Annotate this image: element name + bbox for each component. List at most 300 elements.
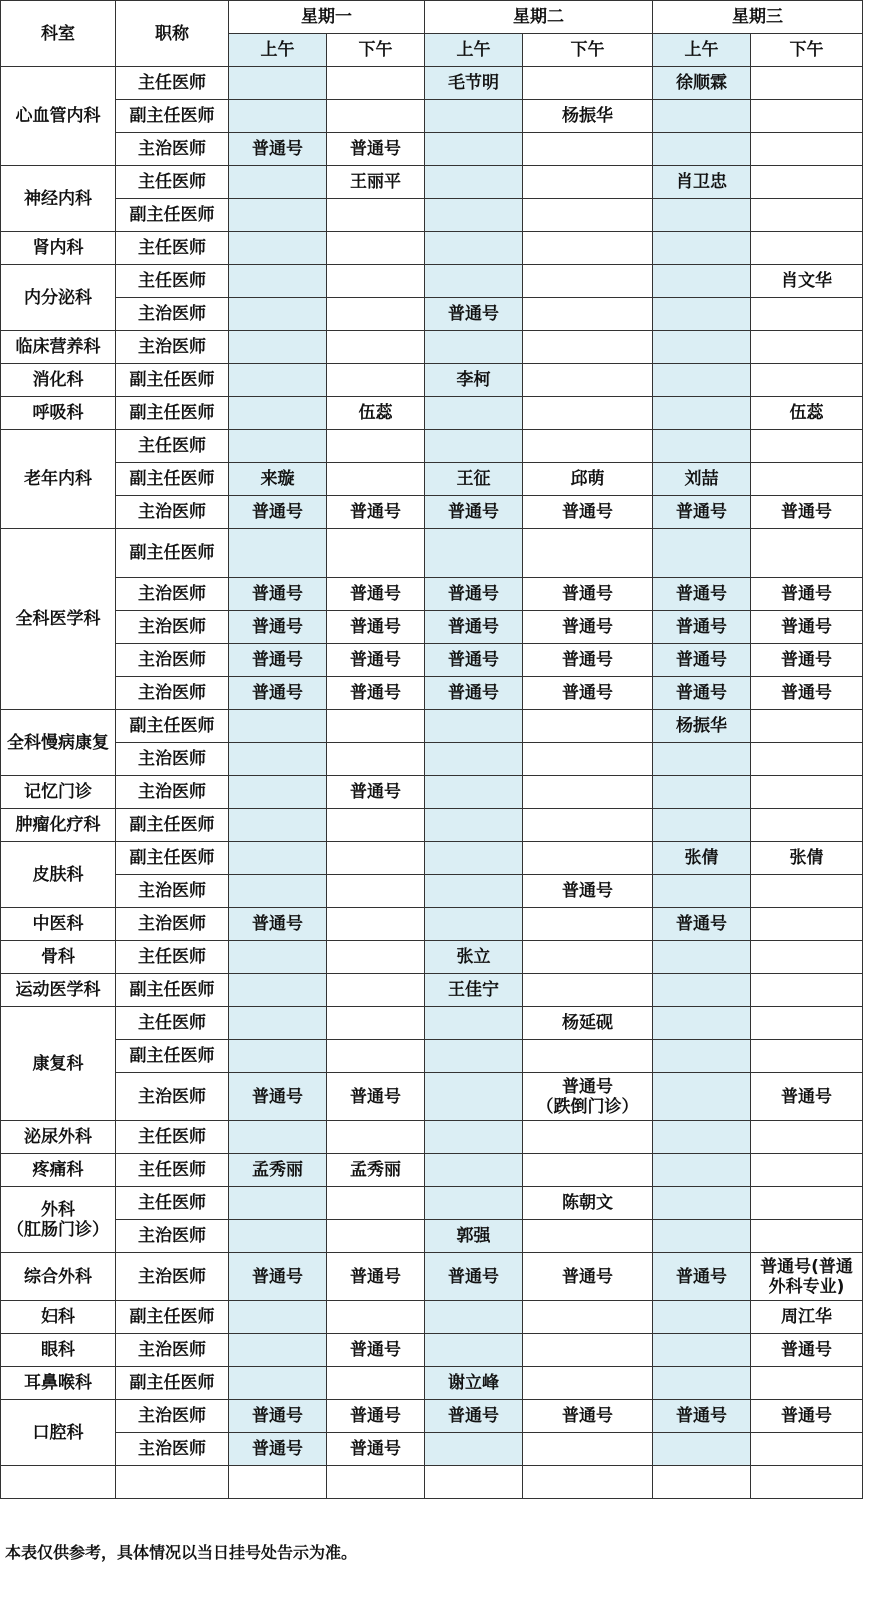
title-cell: 主治医师: [116, 133, 229, 166]
slot-cell: 普通号: [523, 1253, 653, 1301]
slot-cell: 普通号: [327, 776, 425, 809]
dept-cell: 运动医学科: [1, 974, 116, 1007]
slot-cell: 来璇: [229, 463, 327, 496]
slot-cell: [327, 199, 425, 232]
schedule-row: [1, 199, 863, 232]
title-cell: 副主任医师: [116, 842, 229, 875]
slot-cell: 普通号: [523, 578, 653, 611]
slot-cell: [229, 529, 327, 578]
slot-cell: 杨振华: [653, 710, 751, 743]
title-cell: 副主任医师: [116, 1301, 229, 1334]
slot-cell: [229, 1367, 327, 1400]
slot-cell: 普通号: [327, 677, 425, 710]
slot-cell: [425, 875, 523, 908]
slot-cell: 普通号: [425, 611, 523, 644]
schedule-row: [1, 331, 863, 364]
empty-cell: [523, 1466, 653, 1499]
slot-cell: [425, 331, 523, 364]
slot-cell: [327, 1187, 425, 1220]
schedule-row: [1, 529, 863, 578]
slot-cell: [229, 1187, 327, 1220]
slot-cell: 普通号: [751, 1334, 863, 1367]
slot-cell: [653, 1367, 751, 1400]
slot-cell: 普通号: [229, 1073, 327, 1121]
slot-cell: 普通号: [327, 1400, 425, 1433]
slot-cell: [751, 298, 863, 331]
slot-cell: 普通号: [229, 908, 327, 941]
slot-cell: 普通号: [653, 1400, 751, 1433]
slot-cell: [751, 529, 863, 578]
schedule-row: [1, 298, 863, 331]
slot-cell: 刘喆: [653, 463, 751, 496]
slot-cell: [523, 67, 653, 100]
slot-cell: [523, 743, 653, 776]
schedule-row: [1, 232, 863, 265]
slot-cell: 普通号: [751, 677, 863, 710]
schedule-row: [1, 1154, 863, 1187]
slot-cell: [327, 1301, 425, 1334]
title-cell: 主任医师: [116, 1187, 229, 1220]
slot-cell: [425, 1121, 523, 1154]
slot-cell: [229, 232, 327, 265]
slot-cell: [653, 1334, 751, 1367]
slot-cell: [523, 809, 653, 842]
title-cell: 副主任医师: [116, 1367, 229, 1400]
slot-cell: 普通号: [653, 644, 751, 677]
empty-cell: [116, 1466, 229, 1499]
slot-cell: [229, 364, 327, 397]
slot-cell: 张倩: [751, 842, 863, 875]
slot-cell: 普通号: [229, 496, 327, 529]
slot-cell: [229, 941, 327, 974]
slot-cell: [327, 908, 425, 941]
title-cell: 主任医师: [116, 67, 229, 100]
slot-cell: [653, 1220, 751, 1253]
slot-cell: 普通号: [653, 1253, 751, 1301]
schedule-row: [1, 67, 863, 100]
slot-cell: [523, 232, 653, 265]
slot-cell: [229, 67, 327, 100]
slot-cell: [425, 1433, 523, 1466]
slot-cell: [653, 1301, 751, 1334]
slot-cell: [229, 710, 327, 743]
slot-cell: [229, 397, 327, 430]
slot-cell: [523, 1220, 653, 1253]
dept-cell: 康复科: [1, 1007, 116, 1121]
slot-cell: [751, 232, 863, 265]
slot-cell: [653, 1007, 751, 1040]
slot-cell: [327, 941, 425, 974]
schedule-row: [1, 908, 863, 941]
slot-cell: [327, 331, 425, 364]
title-cell: 副主任医师: [116, 529, 229, 578]
slot-cell: [327, 1220, 425, 1253]
schedule-row: [1, 1400, 863, 1433]
slot-cell: [523, 842, 653, 875]
slot-cell: 张立: [425, 941, 523, 974]
slot-cell: [653, 1154, 751, 1187]
slot-cell: 普通号: [523, 496, 653, 529]
slot-cell: [653, 265, 751, 298]
slot-cell: 伍蕊: [327, 397, 425, 430]
dept-cell: 眼科: [1, 1334, 116, 1367]
schedule-row: [1, 644, 863, 677]
dept-cell: 神经内科: [1, 166, 116, 232]
slot-cell: 普通号: [523, 611, 653, 644]
dept-cell: 消化科: [1, 364, 116, 397]
slot-cell: [425, 776, 523, 809]
slot-cell: [327, 100, 425, 133]
slot-cell: [751, 1367, 863, 1400]
slot-cell: [523, 265, 653, 298]
title-cell: 主治医师: [116, 1400, 229, 1433]
slot-cell: [229, 1121, 327, 1154]
dept-cell: 疼痛科: [1, 1154, 116, 1187]
slot-cell: [327, 710, 425, 743]
dept-cell: 妇科: [1, 1301, 116, 1334]
schedule-row: [1, 1301, 863, 1334]
slot-cell: [523, 298, 653, 331]
slot-cell: [653, 974, 751, 1007]
slot-cell: [523, 529, 653, 578]
slot-cell: [229, 842, 327, 875]
slot-cell: [653, 199, 751, 232]
slot-cell: [229, 1220, 327, 1253]
slot-cell: 普通号: [229, 578, 327, 611]
title-cell: 主治医师: [116, 298, 229, 331]
title-cell: 主任医师: [116, 1154, 229, 1187]
slot-cell: 普通号: [327, 1253, 425, 1301]
slot-cell: 普通号: [425, 496, 523, 529]
schedule-body: [1, 67, 863, 1499]
slot-cell: [523, 776, 653, 809]
slot-cell: [229, 1040, 327, 1073]
slot-cell: [327, 232, 425, 265]
slot-cell: 普通号: [425, 1400, 523, 1433]
header-day-mon: 星期一: [229, 1, 425, 34]
title-cell: 主治医师: [116, 1253, 229, 1301]
slot-cell: [751, 331, 863, 364]
title-cell: 主任医师: [116, 232, 229, 265]
slot-cell: 王佳宁: [425, 974, 523, 1007]
slot-cell: [653, 133, 751, 166]
slot-cell: [327, 743, 425, 776]
slot-cell: 杨振华: [523, 100, 653, 133]
footnote: 本表仅供参考，具体情况以当日挂号处告示为准。: [5, 1543, 358, 1562]
slot-cell: [229, 1301, 327, 1334]
slot-cell: [327, 1121, 425, 1154]
slot-cell: [425, 743, 523, 776]
title-cell: 主任医师: [116, 1007, 229, 1040]
title-cell: 副主任医师: [116, 710, 229, 743]
slot-cell: [751, 67, 863, 100]
slot-cell: [653, 1187, 751, 1220]
slot-cell: 普通号: [425, 578, 523, 611]
slot-cell: [425, 430, 523, 463]
slot-cell: 普通号: [523, 677, 653, 710]
schedule-row: [1, 1007, 863, 1040]
slot-cell: [327, 430, 425, 463]
slot-cell: [523, 364, 653, 397]
slot-cell: 普通号: [327, 496, 425, 529]
slot-cell: [425, 1301, 523, 1334]
slot-cell: [653, 364, 751, 397]
slot-cell: 普通号: [751, 578, 863, 611]
schedule-row: [1, 710, 863, 743]
schedule-row: [1, 776, 863, 809]
slot-cell: [425, 908, 523, 941]
schedule-row: [1, 1334, 863, 1367]
slot-cell: [751, 1187, 863, 1220]
slot-cell: [523, 166, 653, 199]
slot-cell: 周江华: [751, 1301, 863, 1334]
empty-cell: [751, 1466, 863, 1499]
slot-cell: [229, 199, 327, 232]
title-cell: 副主任医师: [116, 463, 229, 496]
slot-cell: [751, 1154, 863, 1187]
title-cell: 副主任医师: [116, 1040, 229, 1073]
schedule-row: [1, 1367, 863, 1400]
dept-cell: 皮肤科: [1, 842, 116, 908]
slot-cell: 普通号: [751, 1400, 863, 1433]
slot-cell: [653, 1121, 751, 1154]
slot-cell: [327, 529, 425, 578]
slot-cell: [523, 1301, 653, 1334]
slot-cell: [653, 298, 751, 331]
slot-cell: 普通号: [425, 677, 523, 710]
slot-cell: [653, 941, 751, 974]
dept-cell: 全科慢病康复: [1, 710, 116, 776]
empty-row: [1, 1466, 863, 1499]
dept-cell: 全科医学科: [1, 529, 116, 710]
dept-cell: 呼吸科: [1, 397, 116, 430]
title-cell: 主治医师: [116, 1220, 229, 1253]
slot-cell: [751, 463, 863, 496]
dept-cell: 心血管内科: [1, 67, 116, 166]
slot-cell: [425, 232, 523, 265]
empty-cell: [229, 1466, 327, 1499]
slot-cell: [327, 265, 425, 298]
schedule-row: [1, 430, 863, 463]
slot-cell: 普通号: [327, 1433, 425, 1466]
slot-cell: [523, 1121, 653, 1154]
slot-cell: [425, 1334, 523, 1367]
slot-cell: [327, 809, 425, 842]
slot-cell: 陈朝文: [523, 1187, 653, 1220]
slot-cell: 普通号: [327, 133, 425, 166]
schedule-row: [1, 842, 863, 875]
slot-cell: [425, 1154, 523, 1187]
slot-cell: [751, 1040, 863, 1073]
slot-cell: 普通号: [327, 611, 425, 644]
slot-cell: [751, 166, 863, 199]
slot-cell: [653, 529, 751, 578]
dept-cell: 临床营养科: [1, 331, 116, 364]
slot-cell: [523, 974, 653, 1007]
slot-cell: 普通号: [751, 611, 863, 644]
slot-cell: 普通号: [229, 1400, 327, 1433]
slot-cell: [229, 298, 327, 331]
slot-cell: [327, 463, 425, 496]
slot-cell: 伍蕊: [751, 397, 863, 430]
slot-cell: [751, 776, 863, 809]
title-cell: 副主任医师: [116, 809, 229, 842]
title-cell: 主任医师: [116, 166, 229, 199]
slot-cell: [653, 100, 751, 133]
slot-cell: [751, 710, 863, 743]
slot-cell: [425, 842, 523, 875]
slot-cell: 普通号 （跌倒门诊）: [523, 1073, 653, 1121]
slot-cell: [653, 875, 751, 908]
slot-cell: 肖文华: [751, 265, 863, 298]
dept-cell: 中医科: [1, 908, 116, 941]
slot-cell: 张倩: [653, 842, 751, 875]
header-pm: 下午: [327, 34, 425, 67]
slot-cell: [327, 1367, 425, 1400]
dept-cell: 耳鼻喉科: [1, 1367, 116, 1400]
slot-cell: [751, 908, 863, 941]
slot-cell: [229, 1007, 327, 1040]
slot-cell: [523, 908, 653, 941]
schedule-row: [1, 463, 863, 496]
slot-cell: 普通号: [523, 644, 653, 677]
slot-cell: [425, 100, 523, 133]
slot-cell: 王征: [425, 463, 523, 496]
slot-cell: [751, 133, 863, 166]
schedule-row: [1, 1187, 863, 1220]
title-cell: 副主任医师: [116, 364, 229, 397]
slot-cell: 普通号: [653, 677, 751, 710]
title-cell: 主治医师: [116, 496, 229, 529]
schedule-row: [1, 578, 863, 611]
title-cell: 主治医师: [116, 776, 229, 809]
header-am: 上午: [425, 34, 523, 67]
slot-cell: 普通号: [327, 644, 425, 677]
slot-cell: 普通号: [523, 1400, 653, 1433]
slot-cell: [653, 1073, 751, 1121]
slot-cell: [751, 743, 863, 776]
slot-cell: 毛节明: [425, 67, 523, 100]
slot-cell: 普通号: [327, 1073, 425, 1121]
schedule-row: [1, 1073, 863, 1121]
slot-cell: [229, 776, 327, 809]
title-cell: 副主任医师: [116, 199, 229, 232]
slot-cell: [751, 430, 863, 463]
slot-cell: 普通号: [425, 1253, 523, 1301]
header-dept: 科室: [1, 1, 116, 67]
slot-cell: 普通号: [653, 908, 751, 941]
slot-cell: [425, 809, 523, 842]
title-cell: 主任医师: [116, 1121, 229, 1154]
header-am: 上午: [653, 34, 751, 67]
slot-cell: [229, 875, 327, 908]
title-cell: 主治医师: [116, 908, 229, 941]
title-cell: 副主任医师: [116, 100, 229, 133]
slot-cell: [751, 875, 863, 908]
title-cell: 主治医师: [116, 1433, 229, 1466]
schedule-row: [1, 809, 863, 842]
slot-cell: [327, 842, 425, 875]
slot-cell: [523, 199, 653, 232]
schedule-row: [1, 265, 863, 298]
slot-cell: [229, 974, 327, 1007]
dept-cell: 肾内科: [1, 232, 116, 265]
slot-cell: 郭强: [425, 1220, 523, 1253]
title-cell: 主治医师: [116, 611, 229, 644]
schedule-row: [1, 397, 863, 430]
slot-cell: [229, 265, 327, 298]
slot-cell: 普通号: [523, 875, 653, 908]
slot-cell: [425, 529, 523, 578]
slot-cell: [425, 166, 523, 199]
dept-cell: 外科 （肛肠门诊）: [1, 1187, 116, 1253]
slot-cell: [229, 1334, 327, 1367]
slot-cell: [523, 331, 653, 364]
slot-cell: [523, 1334, 653, 1367]
title-cell: 主治医师: [116, 331, 229, 364]
slot-cell: [327, 298, 425, 331]
slot-cell: [425, 1007, 523, 1040]
slot-cell: 普通号: [653, 496, 751, 529]
slot-cell: [523, 1367, 653, 1400]
title-cell: 主任医师: [116, 430, 229, 463]
slot-cell: 普通号: [327, 1334, 425, 1367]
slot-cell: [425, 133, 523, 166]
schedule-row: [1, 1253, 863, 1301]
slot-cell: 王丽平: [327, 166, 425, 199]
slot-cell: [327, 1007, 425, 1040]
slot-cell: 孟秀丽: [327, 1154, 425, 1187]
schedule-row: [1, 875, 863, 908]
header-pm: 下午: [751, 34, 863, 67]
slot-cell: [327, 875, 425, 908]
slot-cell: [327, 974, 425, 1007]
title-cell: 主治医师: [116, 875, 229, 908]
slot-cell: [327, 1040, 425, 1073]
slot-cell: 普通号: [229, 133, 327, 166]
header-title: 职称: [116, 1, 229, 67]
schedule-row: [1, 611, 863, 644]
slot-cell: [751, 1433, 863, 1466]
title-cell: 主治医师: [116, 743, 229, 776]
slot-cell: [523, 133, 653, 166]
slot-cell: 普通号: [229, 1433, 327, 1466]
slot-cell: 孟秀丽: [229, 1154, 327, 1187]
dept-cell: 综合外科: [1, 1253, 116, 1301]
slot-cell: [653, 331, 751, 364]
slot-cell: 普通号: [653, 611, 751, 644]
slot-cell: [523, 941, 653, 974]
slot-cell: [523, 397, 653, 430]
slot-cell: [751, 199, 863, 232]
header-day-tue: 星期二: [425, 1, 653, 34]
slot-cell: [229, 743, 327, 776]
slot-cell: [751, 1007, 863, 1040]
slot-cell: [327, 364, 425, 397]
slot-cell: [653, 430, 751, 463]
title-cell: 主治医师: [116, 677, 229, 710]
slot-cell: 普通号: [229, 644, 327, 677]
slot-cell: [653, 1433, 751, 1466]
slot-cell: [751, 364, 863, 397]
schedule-row: [1, 364, 863, 397]
schedule-row: [1, 1121, 863, 1154]
slot-cell: [751, 974, 863, 1007]
slot-cell: 杨延砚: [523, 1007, 653, 1040]
title-cell: 主治医师: [116, 1334, 229, 1367]
slot-cell: [229, 331, 327, 364]
slot-cell: 普通号: [229, 1253, 327, 1301]
